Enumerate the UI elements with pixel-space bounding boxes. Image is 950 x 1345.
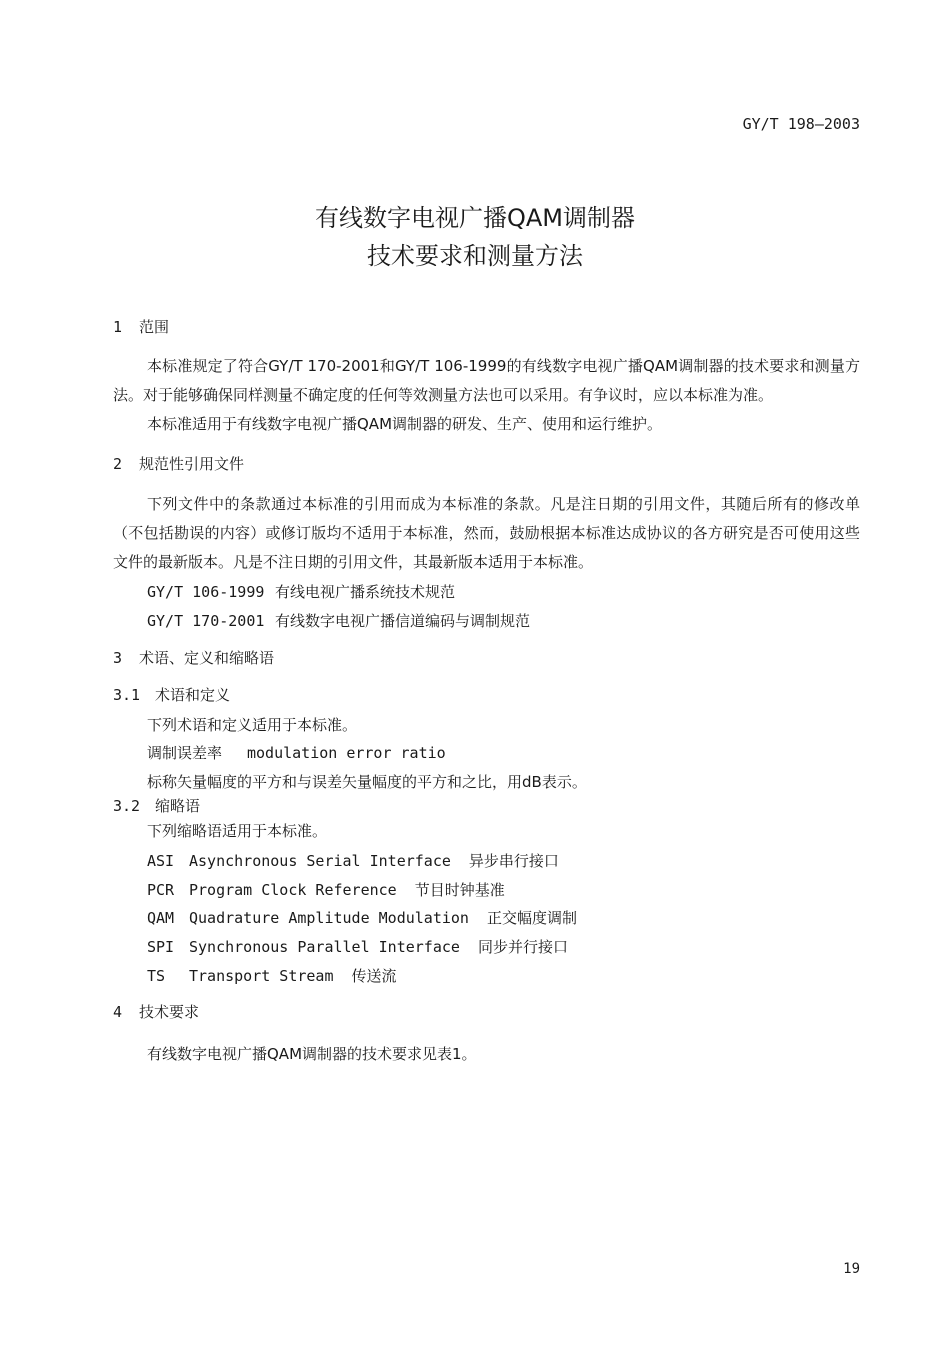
document-title-line1: 有线数字电视广播QAM调制器 xyxy=(314,204,635,232)
abbreviation-chinese: 节目时钟基准 xyxy=(414,881,505,899)
reference-item xyxy=(147,610,530,631)
section-number: 3.1 xyxy=(113,686,141,704)
reference-name: 有线电视广播系统技术规范 xyxy=(275,583,456,601)
section-4-paragraph-1: 有线数字电视广播QAM调制器的技术要求见表1。 xyxy=(147,1045,477,1063)
abbreviation-chinese: 传送流 xyxy=(351,967,397,985)
abbreviation-chinese: 正交幅度调制 xyxy=(486,909,577,927)
abbreviation-chinese: 同步并行接口 xyxy=(477,938,568,956)
abbreviation-code: QAM xyxy=(147,909,175,927)
abbreviation-english: Program Clock Reference xyxy=(189,881,397,899)
section-number: 3 xyxy=(113,649,123,667)
section-number: 4 xyxy=(113,1003,123,1021)
abbreviation-chinese: 异步串行接口 xyxy=(468,852,559,870)
section-3-1-heading xyxy=(113,684,230,705)
section-1-heading xyxy=(113,316,169,337)
section-title: 缩略语 xyxy=(155,797,201,815)
section-title: 范围 xyxy=(139,318,170,336)
abbreviation-code: SPI xyxy=(147,938,175,956)
abbreviation-code: ASI xyxy=(147,852,175,870)
abbreviations-intro: 下列缩略语适用于本标准。 xyxy=(147,822,328,840)
abbreviation-row xyxy=(147,850,559,871)
terms-intro: 下列术语和定义适用于本标准。 xyxy=(147,716,358,734)
section-4-heading xyxy=(113,1001,199,1022)
section-title: 技术要求 xyxy=(139,1003,200,1021)
section-title: 规范性引用文件 xyxy=(139,455,245,473)
section-3-2-heading xyxy=(113,795,200,816)
section-title: 术语、定义和缩略语 xyxy=(139,649,275,667)
reference-item xyxy=(147,581,455,602)
reference-code: GY/T 106-1999 xyxy=(147,583,265,601)
section-1-paragraph-2: 本标准适用于有线数字电视广播QAM调制器的研发、生产、使用和运行维护。 xyxy=(147,415,663,433)
section-title: 术语和定义 xyxy=(155,686,231,704)
abbreviation-row xyxy=(147,879,505,900)
section-number: 2 xyxy=(113,455,123,473)
reference-name: 有线数字电视广播信道编码与调制规范 xyxy=(275,612,531,630)
standard-code: GY/T 198—2003 xyxy=(742,115,860,133)
abbreviation-row xyxy=(147,936,568,957)
section-1-paragraph-1: 本标准规定了符合GY/T 170-2001和GY/T 106-1999的有线数字电视广播QAM调制器的技术要求和测量方法。对于能够确保同样测量不确定度的任何等效测量方法也可以采用。有争议时，应以本标准为准。 xyxy=(113,357,860,404)
page-number: 19 xyxy=(843,1261,860,1277)
term-english: modulation error ratio xyxy=(247,744,446,762)
term-definition: 标称矢量幅度的平方和与误差矢量幅度的平方和之比，用dB表示。 xyxy=(147,773,587,791)
reference-code: GY/T 170-2001 xyxy=(147,612,265,630)
abbreviation-english: Transport Stream xyxy=(189,967,334,985)
term-chinese: 调制误差率 xyxy=(147,744,223,762)
abbreviation-code: TS xyxy=(147,967,166,985)
section-number: 1 xyxy=(113,318,123,336)
abbreviation-english: Asynchronous Serial Interface xyxy=(189,852,451,870)
abbreviation-english: Synchronous Parallel Interface xyxy=(189,938,460,956)
section-3-heading xyxy=(113,647,274,668)
term-entry xyxy=(147,742,446,763)
document-title-line2: 技术要求和测量方法 xyxy=(367,242,583,270)
abbreviation-row xyxy=(147,965,397,986)
section-2-paragraph-1: 下列文件中的条款通过本标准的引用而成为本标准的条款。凡是注日期的引用文件，其随后所有的修改单（不包括勘误的内容）或修订版均不适用于本标准，然而，鼓励根据本标准达成协议的各方研究是否可使用这些文件的最新版本。凡是不注日期的引用文件，其最新版本适用于本标准。 xyxy=(113,495,860,571)
abbreviation-code: PCR xyxy=(147,881,175,899)
abbreviation-row xyxy=(147,907,577,928)
section-2-heading xyxy=(113,453,244,474)
abbreviation-english: Quadrature Amplitude Modulation xyxy=(189,909,469,927)
section-number: 3.2 xyxy=(113,797,141,815)
